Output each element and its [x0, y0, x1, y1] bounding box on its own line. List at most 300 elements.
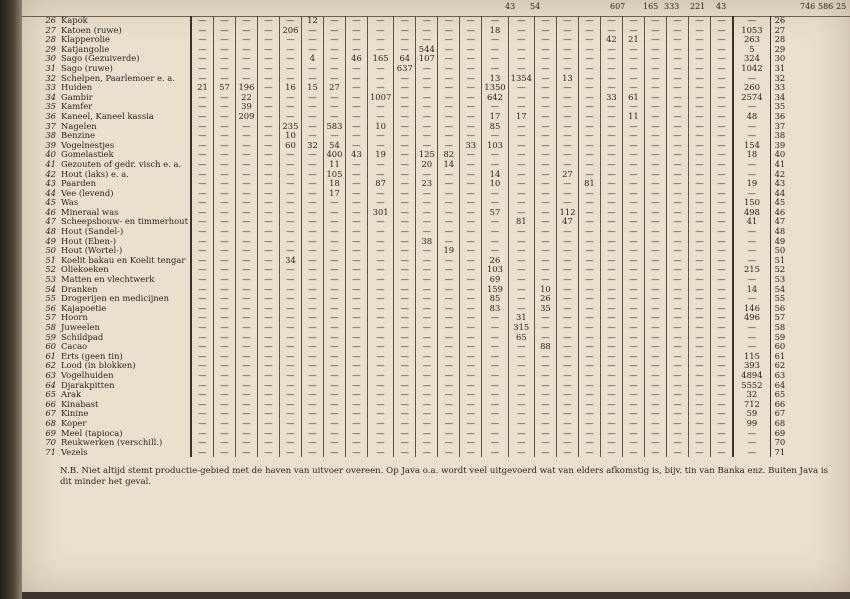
value-cell: — [644, 390, 666, 400]
value-cell: — [622, 419, 644, 429]
value-cell: — [345, 83, 367, 93]
value-cell: — [666, 141, 688, 151]
table-row [36, 74, 789, 84]
row-number: 63 [45, 370, 56, 380]
value-cell: — [301, 313, 323, 323]
value-cell: — [323, 448, 345, 458]
value-cell: — [460, 381, 482, 391]
table-row [36, 285, 789, 295]
value-cell: — [191, 294, 214, 304]
row-number: 44 [45, 188, 56, 198]
value-cell: — [600, 83, 622, 93]
row-number-right: 66 [774, 399, 786, 409]
value-cell: — [367, 26, 393, 36]
value-cell: — [556, 400, 578, 410]
value-cell: — [235, 265, 257, 275]
value-cell: — [394, 83, 416, 93]
value-cell: — [367, 16, 393, 26]
value-cell: — [235, 304, 257, 314]
value-cell: — [508, 237, 534, 247]
value-cell: — [482, 400, 508, 410]
value-cell: — [394, 26, 416, 36]
value-cell: — [416, 208, 438, 218]
value-cell: — [345, 35, 367, 45]
value-cell: — [556, 333, 578, 343]
value-cell: — [556, 198, 578, 208]
value-cell: — [257, 189, 279, 199]
value-cell: 1350 [482, 83, 508, 93]
row-number: 69 [45, 428, 56, 438]
value-cell: — [482, 227, 508, 237]
value-cell: — [644, 342, 666, 352]
value-cell: — [578, 265, 600, 275]
value-cell: — [345, 304, 367, 314]
value-cell: — [666, 285, 688, 295]
value-cell: — [622, 217, 644, 227]
value-cell: — [556, 313, 578, 323]
total-cell: 498 [733, 208, 771, 218]
value-cell: — [534, 429, 556, 439]
value-cell: — [600, 294, 622, 304]
value-cell: — [394, 160, 416, 170]
value-cell: — [394, 217, 416, 227]
row-number: 64 [45, 380, 56, 390]
value-cell: — [438, 122, 460, 132]
value-cell: — [666, 227, 688, 237]
value-cell: — [345, 189, 367, 199]
commodity-name: Koelit bakau en Koelit tengar [59, 256, 191, 266]
value-cell: — [534, 419, 556, 429]
value-cell: — [416, 294, 438, 304]
commodity-name: Sago (ruwe) [59, 64, 191, 74]
value-cell: — [644, 265, 666, 275]
value-cell: — [367, 35, 393, 45]
table-row [36, 371, 789, 381]
value-cell: — [438, 438, 460, 448]
total-cell: — [733, 131, 771, 141]
value-cell: — [394, 265, 416, 275]
value-cell: — [438, 256, 460, 266]
value-cell: — [416, 361, 438, 371]
value-cell: — [644, 333, 666, 343]
value-cell: 42 [600, 35, 622, 45]
value-cell: — [600, 208, 622, 218]
table-row [36, 179, 789, 189]
value-cell: — [688, 448, 710, 458]
value-cell: 39 [235, 102, 257, 112]
value-cell: — [460, 131, 482, 141]
value-cell: — [600, 227, 622, 237]
value-cell: — [257, 64, 279, 74]
top-partial-value: 54 [530, 2, 541, 11]
value-cell: — [416, 419, 438, 429]
value-cell: — [345, 160, 367, 170]
value-cell: — [622, 323, 644, 333]
row-number: 34 [45, 92, 56, 102]
value-cell: — [394, 45, 416, 55]
value-cell: — [644, 112, 666, 122]
value-cell: — [279, 448, 301, 458]
table-row [36, 294, 789, 304]
value-cell: — [578, 227, 600, 237]
value-cell: — [666, 189, 688, 199]
top-partial-value: 43 [716, 2, 727, 11]
value-cell: — [279, 342, 301, 352]
value-cell: — [556, 45, 578, 55]
value-cell: — [367, 256, 393, 266]
value-cell: — [279, 102, 301, 112]
value-cell: — [534, 381, 556, 391]
row-number-right: 39 [774, 140, 786, 150]
value-cell: — [191, 102, 214, 112]
value-cell: — [323, 256, 345, 266]
value-cell: — [710, 35, 733, 45]
value-cell: — [482, 419, 508, 429]
value-cell: — [482, 333, 508, 343]
value-cell: — [279, 112, 301, 122]
value-cell: — [213, 323, 235, 333]
value-cell: — [345, 26, 367, 36]
row-number-right: 63 [774, 370, 786, 380]
value-cell: — [534, 256, 556, 266]
row-number-right: 57 [774, 313, 786, 323]
value-cell: — [438, 64, 460, 74]
value-cell: — [556, 256, 578, 266]
value-cell: — [688, 333, 710, 343]
value-cell: — [666, 304, 688, 314]
row-number-right: 37 [774, 121, 786, 131]
row-number-right: 40 [774, 150, 786, 160]
value-cell: — [482, 371, 508, 381]
commodity-name: Katjangolie [59, 45, 191, 55]
value-cell: — [666, 208, 688, 218]
value-cell: — [556, 93, 578, 103]
value-cell: — [367, 285, 393, 295]
row-number: 71 [45, 447, 56, 457]
value-cell: — [279, 64, 301, 74]
commodity-name: Mineraal was [59, 208, 191, 218]
value-cell: — [257, 333, 279, 343]
value-cell: — [460, 400, 482, 410]
value-cell: — [600, 352, 622, 362]
total-cell: 5552 [733, 381, 771, 391]
value-cell: — [508, 160, 534, 170]
value-cell: — [578, 400, 600, 410]
value-cell: — [688, 381, 710, 391]
top-partial-value: 43 [505, 2, 516, 11]
value-cell: — [622, 83, 644, 93]
value-cell: — [438, 371, 460, 381]
value-cell: — [323, 74, 345, 84]
value-cell: — [710, 438, 733, 448]
value-cell: — [460, 179, 482, 189]
value-cell: — [710, 179, 733, 189]
value-cell: — [257, 170, 279, 180]
value-cell: — [394, 313, 416, 323]
value-cell: 32 [301, 141, 323, 151]
value-cell: — [600, 304, 622, 314]
value-cell: — [508, 438, 534, 448]
value-cell: — [235, 227, 257, 237]
value-cell: — [323, 227, 345, 237]
value-cell: 14 [438, 160, 460, 170]
row-number-right: 27 [774, 25, 786, 35]
value-cell: — [666, 217, 688, 227]
value-cell: — [213, 26, 235, 36]
value-cell: — [235, 342, 257, 352]
value-cell: — [710, 429, 733, 439]
value-cell: — [213, 371, 235, 381]
table-row [36, 323, 789, 333]
value-cell: — [534, 16, 556, 26]
row-number-right: 26 [774, 16, 786, 25]
value-cell: — [191, 54, 214, 64]
value-cell: — [600, 275, 622, 285]
value-cell: 11 [622, 112, 644, 122]
top-partial-value: 221 [690, 2, 706, 11]
value-cell: — [191, 429, 214, 439]
value-cell: — [301, 170, 323, 180]
value-cell: — [279, 237, 301, 247]
value-cell: — [394, 438, 416, 448]
value-cell: — [644, 170, 666, 180]
value-cell: — [257, 112, 279, 122]
row-number-right: 61 [774, 351, 786, 361]
value-cell: — [534, 141, 556, 151]
value-cell: — [460, 170, 482, 180]
value-cell: — [345, 400, 367, 410]
value-cell: — [394, 122, 416, 132]
value-cell: — [301, 304, 323, 314]
value-cell: — [367, 381, 393, 391]
value-cell: — [213, 390, 235, 400]
value-cell: — [213, 189, 235, 199]
value-cell: — [482, 438, 508, 448]
value-cell: — [323, 342, 345, 352]
value-cell: — [688, 275, 710, 285]
value-cell: — [191, 285, 214, 295]
value-cell: — [191, 160, 214, 170]
value-cell: — [622, 150, 644, 160]
total-cell: 14 [733, 285, 771, 295]
value-cell: — [367, 198, 393, 208]
value-cell: — [367, 419, 393, 429]
value-cell: — [644, 93, 666, 103]
value-cell: — [600, 54, 622, 64]
value-cell: — [508, 400, 534, 410]
value-cell: — [367, 352, 393, 362]
value-cell: — [688, 64, 710, 74]
value-cell: — [345, 275, 367, 285]
value-cell: — [600, 371, 622, 381]
value-cell: — [644, 227, 666, 237]
value-cell: 544 [416, 45, 438, 55]
table-row [36, 189, 789, 199]
value-cell: — [688, 323, 710, 333]
value-cell: — [644, 256, 666, 266]
commodity-name: Arak [59, 390, 191, 400]
value-cell: — [578, 256, 600, 266]
value-cell: — [508, 26, 534, 36]
value-cell: — [213, 333, 235, 343]
value-cell: — [644, 54, 666, 64]
value-cell: — [301, 217, 323, 227]
value-cell: — [191, 150, 214, 160]
value-cell: — [235, 74, 257, 84]
value-cell: — [460, 256, 482, 266]
row-number-right: 47 [774, 217, 786, 227]
value-cell: — [710, 323, 733, 333]
value-cell: — [191, 448, 214, 458]
value-cell: — [534, 179, 556, 189]
value-cell: — [301, 122, 323, 132]
value-cell: — [508, 189, 534, 199]
row-number: 26 [45, 16, 56, 25]
value-cell: — [191, 131, 214, 141]
value-cell: — [279, 150, 301, 160]
value-cell: 20 [416, 160, 438, 170]
value-cell: — [416, 26, 438, 36]
value-cell: — [438, 265, 460, 275]
row-number: 50 [45, 246, 56, 256]
row-number-right: 36 [774, 111, 786, 121]
table-row [36, 227, 789, 237]
value-cell: — [279, 74, 301, 84]
table-row [36, 217, 789, 227]
value-cell: — [508, 54, 534, 64]
value-cell: — [416, 64, 438, 74]
value-cell: — [578, 35, 600, 45]
value-cell: — [394, 342, 416, 352]
value-cell: — [213, 217, 235, 227]
commodity-name: Kamfer [59, 102, 191, 112]
value-cell: — [257, 54, 279, 64]
value-cell: — [600, 448, 622, 458]
value-cell: — [482, 361, 508, 371]
value-cell: — [257, 35, 279, 45]
commodity-name: Benzine [59, 131, 191, 141]
value-cell: — [235, 352, 257, 362]
value-cell: — [460, 160, 482, 170]
value-cell: — [438, 275, 460, 285]
value-cell: — [508, 208, 534, 218]
value-cell: — [323, 16, 345, 26]
value-cell: — [666, 64, 688, 74]
commodity-name: Gezouten of gedr. visch e. a. [59, 160, 191, 170]
value-cell: — [460, 198, 482, 208]
value-cell: — [213, 256, 235, 266]
value-cell: — [191, 265, 214, 275]
value-cell: — [213, 294, 235, 304]
value-cell: — [301, 237, 323, 247]
value-cell: — [279, 285, 301, 295]
value-cell: — [666, 381, 688, 391]
value-cell: — [578, 313, 600, 323]
value-cell: — [644, 26, 666, 36]
value-cell: — [257, 256, 279, 266]
value-cell: — [666, 275, 688, 285]
table-row [36, 429, 789, 439]
value-cell: — [534, 265, 556, 275]
value-cell: — [644, 448, 666, 458]
value-cell: 54 [323, 141, 345, 151]
value-cell: — [257, 390, 279, 400]
value-cell: — [508, 294, 534, 304]
value-cell: — [235, 371, 257, 381]
value-cell: — [644, 35, 666, 45]
value-cell: — [345, 333, 367, 343]
value-cell: — [416, 400, 438, 410]
value-cell: — [394, 381, 416, 391]
value-cell: — [578, 160, 600, 170]
value-cell: — [534, 400, 556, 410]
row-number: 68 [45, 418, 56, 428]
total-cell: — [733, 102, 771, 112]
value-cell: — [213, 131, 235, 141]
total-cell: 496 [733, 313, 771, 323]
value-cell: — [578, 102, 600, 112]
value-cell: — [367, 342, 393, 352]
value-cell: 10 [534, 285, 556, 295]
value-cell: — [710, 419, 733, 429]
value-cell: 85 [482, 294, 508, 304]
value-cell: — [578, 208, 600, 218]
value-cell: 33 [460, 141, 482, 151]
value-cell: — [213, 150, 235, 160]
row-number-right: 52 [774, 265, 786, 275]
value-cell: — [191, 256, 214, 266]
value-cell: — [323, 333, 345, 343]
value-cell: — [416, 304, 438, 314]
value-cell: — [534, 93, 556, 103]
value-cell: — [688, 179, 710, 189]
value-cell: — [367, 400, 393, 410]
commodity-name: Oliekoeken [59, 265, 191, 275]
value-cell: — [213, 227, 235, 237]
value-cell: — [710, 265, 733, 275]
table-row [36, 304, 789, 314]
value-cell: — [622, 141, 644, 151]
commodity-name: Juweelen [59, 323, 191, 333]
value-cell: — [666, 323, 688, 333]
value-cell: — [235, 131, 257, 141]
table-row [36, 45, 789, 55]
row-number-right: 60 [774, 342, 786, 352]
row-number-right: 38 [774, 131, 786, 141]
value-cell: — [534, 45, 556, 55]
value-cell: — [213, 16, 235, 26]
value-cell: — [622, 170, 644, 180]
value-cell: — [688, 160, 710, 170]
total-cell: 2574 [733, 93, 771, 103]
value-cell: — [367, 227, 393, 237]
commodity-name: Koper [59, 419, 191, 429]
value-cell: — [191, 352, 214, 362]
value-cell: — [688, 294, 710, 304]
value-cell: — [688, 304, 710, 314]
total-cell: — [733, 429, 771, 439]
value-cell: — [213, 64, 235, 74]
value-cell: — [416, 131, 438, 141]
value-cell: — [235, 438, 257, 448]
table-row [36, 26, 789, 36]
value-cell: — [666, 45, 688, 55]
value-cell: — [600, 400, 622, 410]
value-cell: — [666, 54, 688, 64]
value-cell: — [367, 217, 393, 227]
row-number-right: 41 [774, 159, 786, 169]
value-cell: — [191, 198, 214, 208]
